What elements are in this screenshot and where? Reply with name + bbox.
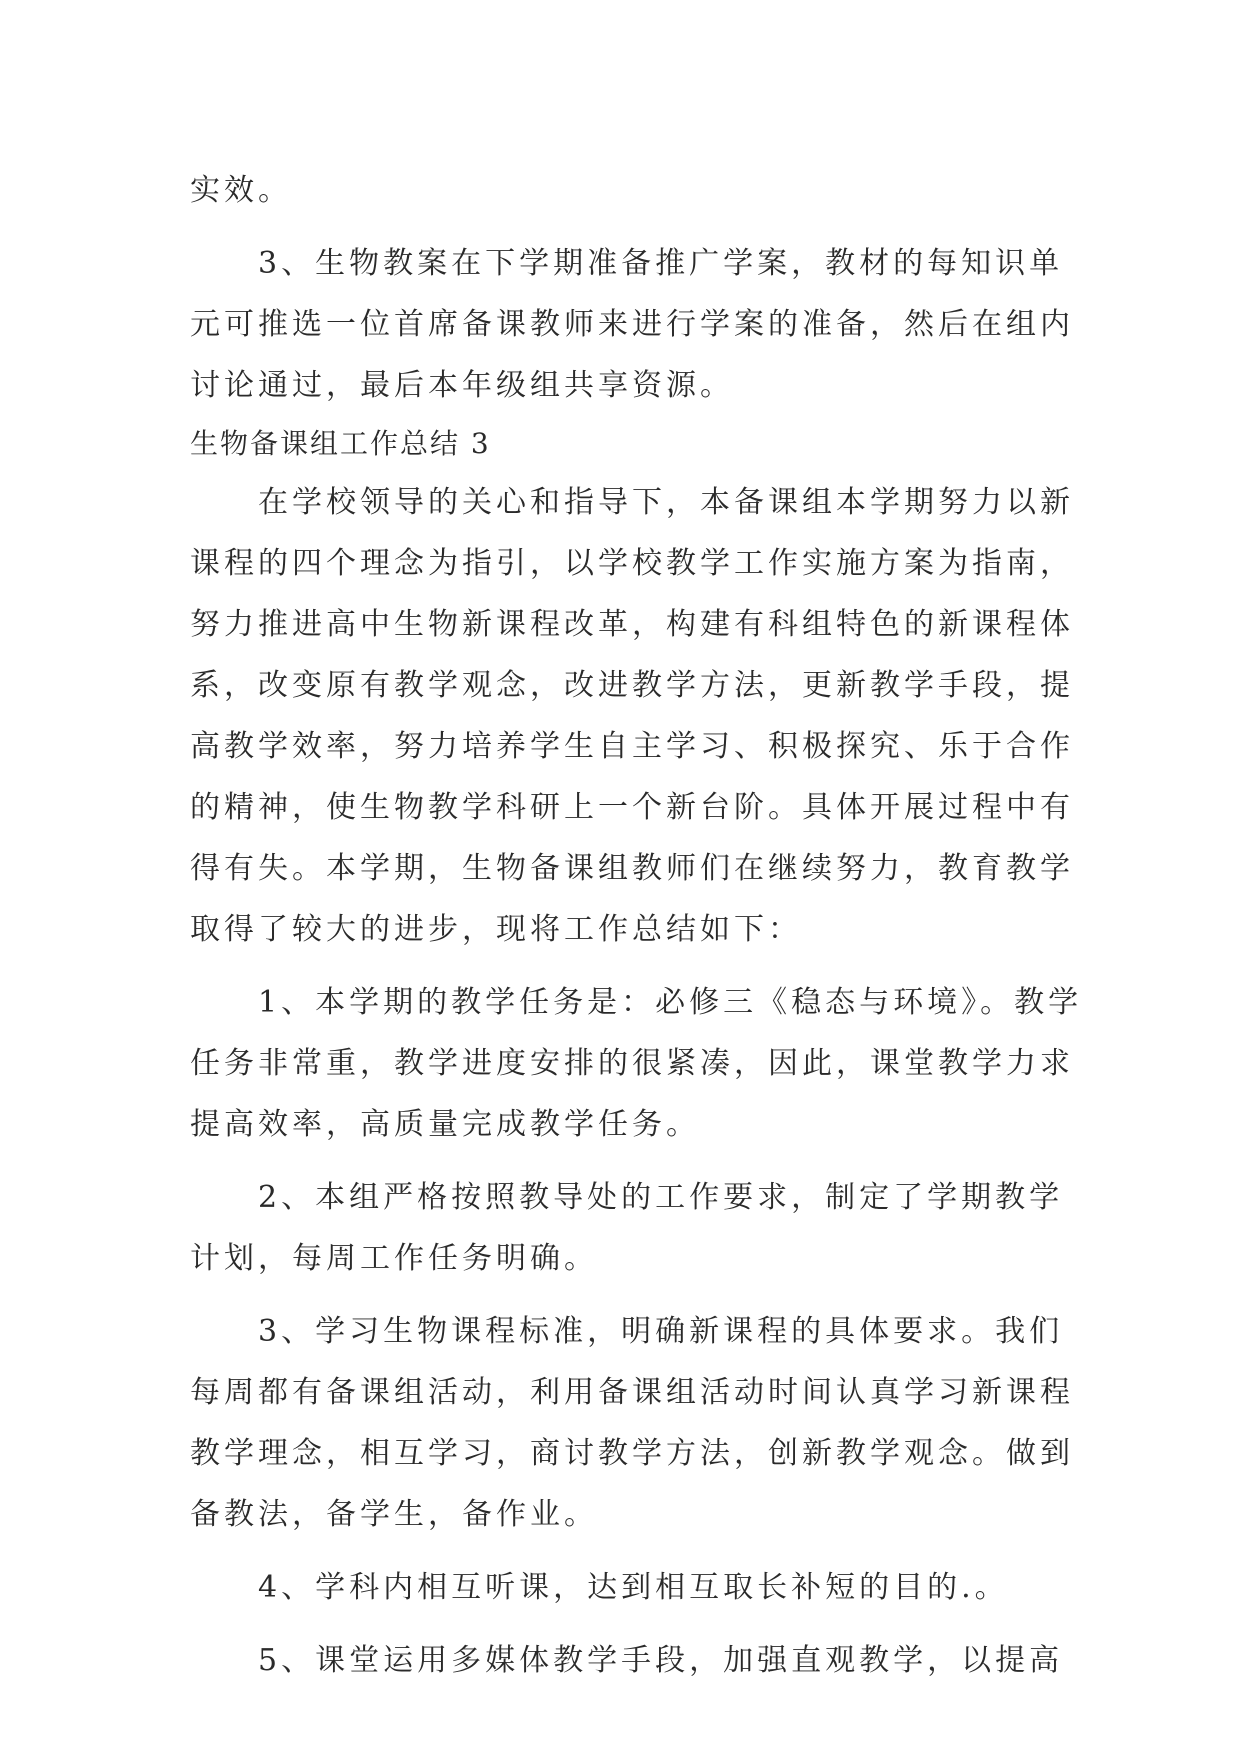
text-line: 高教学效率，努力培养学生自主学习、积极探究、乐于合作 [190,729,1074,764]
text-line: 取得了较大的进步，现将工作总结如下： [190,912,802,947]
text-line: 在学校领导的关心和指导下，本备课组本学期努力以新 [190,485,1074,520]
text-line: 备教法，备学生，备作业。 [190,1497,598,1532]
text-line: 提高效率，高质量完成教学任务。 [190,1107,700,1142]
text-line: 的精神，使生物教学科研上一个新台阶。具体开展过程中有 [190,790,1074,825]
text-line: 实效。 [190,173,292,208]
text-line: 5、课堂运用多媒体教学手段，加强直观教学，以提高 [190,1643,1064,1678]
text-line: 得有失。本学期，生物备课组教师们在继续努力，教育教学 [190,851,1074,886]
text-line: 2、本组严格按照教导处的工作要求，制定了学期教学 [190,1180,1064,1215]
text-line: 元可推选一位首席备课教师来进行学案的准备，然后在组内 [190,307,1074,342]
text-line: 3、学习生物课程标准，明确新课程的具体要求。我们 [190,1314,1064,1349]
document-body [190,160,1083,1691]
text-line: 计划，每周工作任务明确。 [190,1241,598,1276]
text-line: 课程的四个理念为指引，以学校教学工作实施方案为指南， [190,546,1074,581]
text-line: 3、生物教案在下学期准备推广学案，教材的每知识单 [190,246,1064,281]
text-line: 讨论通过，最后本年级组共享资源。 [190,368,734,403]
text-line: 努力推进高中生物新课程改革，构建有科组特色的新课程体 [190,607,1074,642]
text-line: 任务非常重，教学进度安排的很紧凑，因此，课堂教学力求 [190,1046,1074,1081]
text-line: 4、学科内相互听课，达到相互取长补短的目的.。 [190,1570,1009,1605]
text-line: 每周都有备课组活动，利用备课组活动时间认真学习新课程 [190,1375,1074,1410]
section-heading: 生物备课组工作总结 3 [190,427,491,460]
text-line: 教学理念，相互学习，商讨教学方法，创新教学观念。做到 [190,1436,1074,1471]
text-line: 1、本学期的教学任务是：必修三《稳态与环境》。教学 [190,985,1083,1020]
text-line: 系，改变原有教学观念，改进教学方法，更新教学手段，提 [190,668,1074,703]
